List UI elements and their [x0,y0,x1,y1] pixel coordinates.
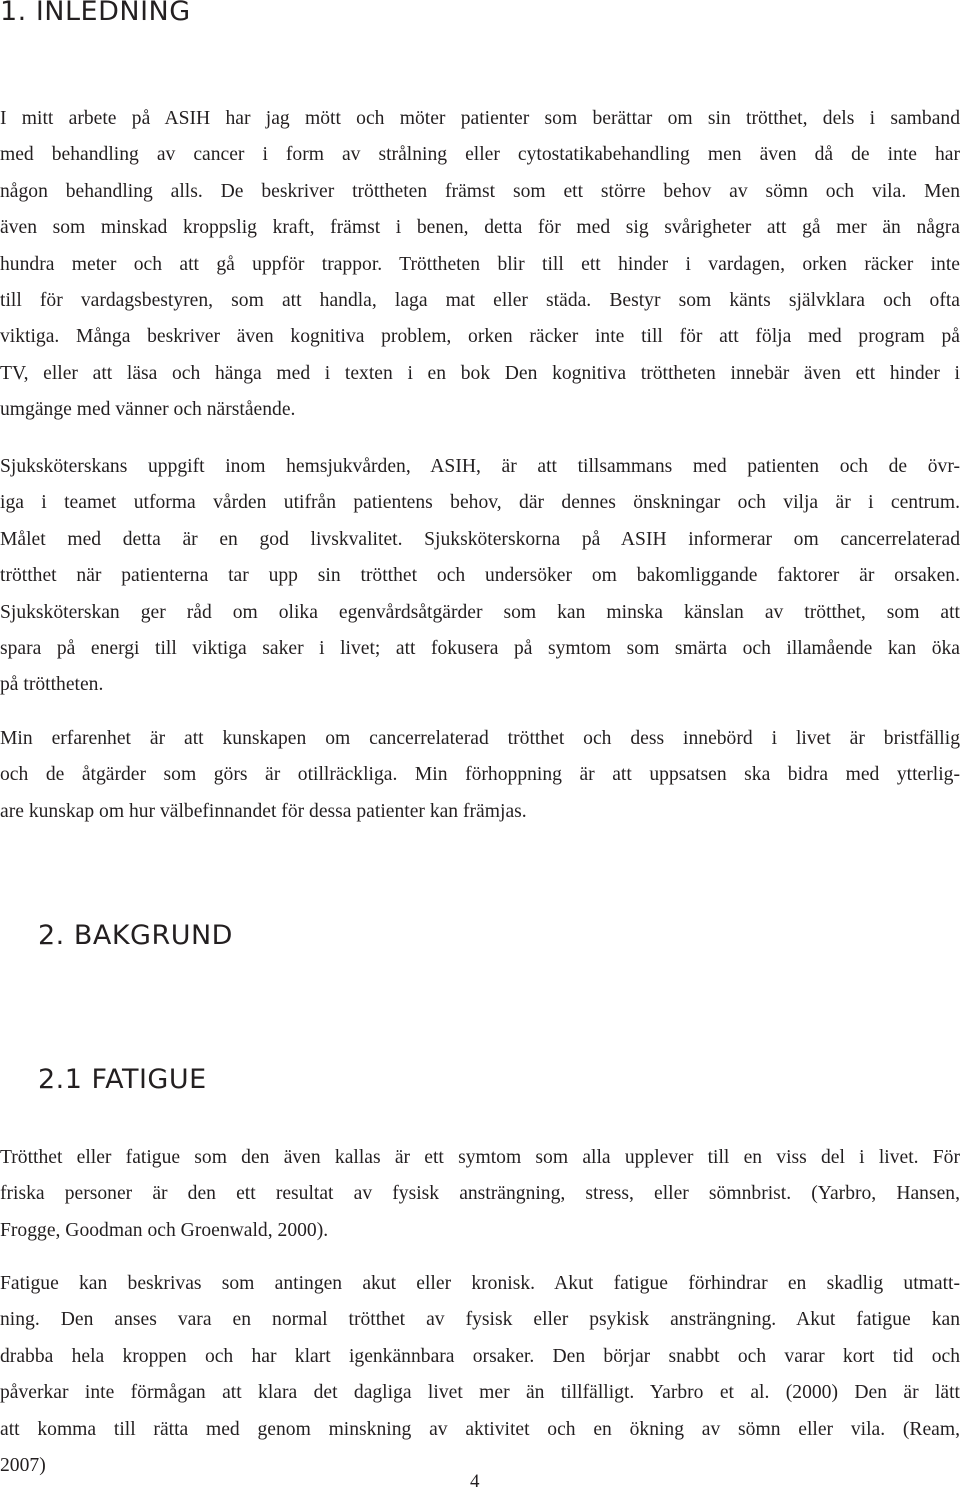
paragraph-line: Målet med detta är en god livskvalitet. Sjuksköterskorna på ASIH informerar om cancerrelaterad [0,528,960,550]
paragraph-line: iga i teamet utforma vården utifrån patientens behov, där dennes önskningar och vilja är i centrum. [0,492,960,514]
paragraph-line: viktiga. Många beskriver även kognitiva problem, orken räcker inte till för att följa med program på [0,326,960,348]
paragraph-line: spara på energi till viktiga saker i livet; att fokusera på symtom som smärta och illamående kan öka [0,638,960,660]
paragraph-2 [0,449,960,704]
paragraph-line: I mitt arbete på ASIH har jag mött och möter patienter som berättar om sin trötthet, dels i samband [0,108,960,129]
paragraph-line: Frogge, Goodman och Groenwald, 2000). [0,1219,329,1241]
page-number: 4 [470,1471,480,1492]
paragraph-line: till för vardagsbestyren, som att handla, laga mat eller städa. Bestyr som känts självklara och ofta [0,290,960,312]
paragraph-line: Min erfarenhet är att kunskapen om cancerrelaterad trötthet och dess innebörd i livet är bristfällig [0,728,960,749]
paragraph-line: även som minskad kroppslig kraft, främst i benen, detta för med sig svårigheter att gå mer än några [0,217,960,239]
paragraph-line: att komma till rätta med genom minskning av aktivitet och en ökning av sömn eller vila. (Ream, [0,1418,960,1440]
paragraph-line: påverkar inte förmågan att klara det dagliga livet mer än tillfälligt. Yarbro et al. (2000) Den är lätt [0,1382,960,1404]
paragraph-4 [0,1140,960,1249]
paragraph-line: umgänge med vänner och närstående. [0,399,296,421]
paragraph-3 [0,721,960,830]
paragraph-line: med behandling av cancer i form av strålning eller cytostatikabehandling men även då de inte har [0,144,960,166]
paragraph-line: friska personer är den ett resultat av fysisk ansträngning, stress, eller sömnbrist. (Yarbro, Hansen, [0,1183,960,1205]
paragraph-line: någon behandling alls. De beskriver tröttheten främst som ett större behov av sömn och vila. Men [0,180,960,202]
paragraph-line: Sjuksköterskan ger råd om olika egenvårdsåtgärder som kan minska känslan av trötthet, som att [0,601,960,623]
section-heading-inledning: 1. INLEDNING [0,0,191,27]
paragraph-line: trötthet när patienterna tar upp sin trötthet och undersöker om bakomliggande faktorer är orsaken. [0,565,960,587]
paragraph-line: TV, eller att läsa och hänga med i texten i en bok Den kognitiva tröttheten innebär även ett hinder i [0,362,960,384]
paragraph-line: hundra meter och att gå uppför trappor. Tröttheten blir till ett hinder i vardagen, orken räcker inte [0,253,960,275]
paragraph-line: och de åtgärder som görs är otillräckliga. Min förhoppning är att uppsatsen ska bidra med ytterlig- [0,764,960,786]
paragraph-line: drabba hela kroppen och har klart igenkännbara orsaker. Den börjar snabbt och varar kort tid och [0,1345,960,1367]
paragraph-line: 2007) [0,1455,46,1477]
paragraph-line: Trötthet eller fatigue som den även kallas är ett symtom som alla upplever till en viss del i livet. För [0,1147,960,1168]
paragraph-1 [0,101,960,429]
paragraph-line: Fatigue kan beskrivas som antingen akut eller kronisk. Akut fatigue förhindrar en skadlig utmatt- [0,1273,960,1294]
paragraph-line: Sjuksköterskans uppgift inom hemsjukvården, ASIH, är att tillsammans med patienten och de övr- [0,456,960,477]
section-heading-bakgrund: 2. BAKGRUND [38,920,233,951]
paragraph-line: på tröttheten. [0,674,104,696]
subsection-heading-fatigue: 2.1 FATIGUE [38,1064,207,1095]
paragraph-line: are kunskap om hur välbefinnandet för dessa patienter kan främjas. [0,800,527,822]
paragraph-line: ning. Den anses vara en normal trötthet av fysisk eller psykisk ansträngning. Akut fatigue kan [0,1309,960,1331]
paragraph-5 [0,1266,960,1484]
